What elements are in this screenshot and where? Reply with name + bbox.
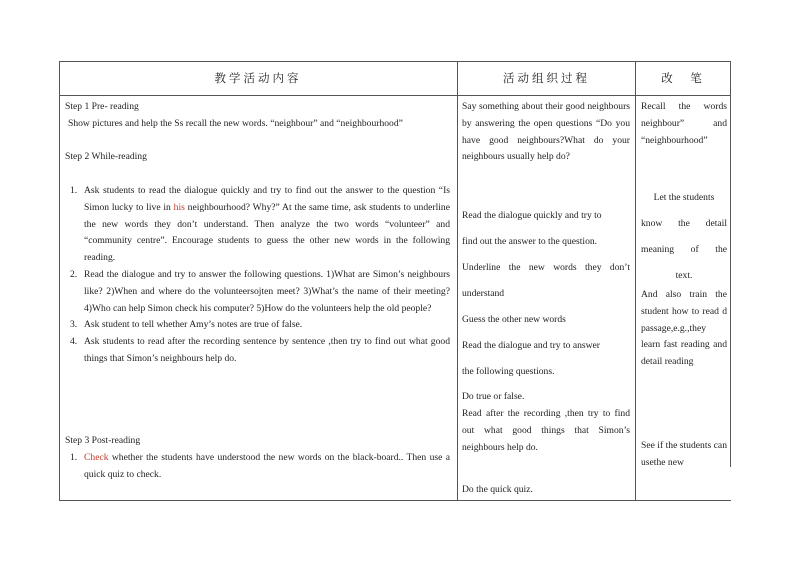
step2-title: Step 2 While-reading xyxy=(65,151,147,163)
step1-text: Show pictures and help the Ss recall the new words. “neighbour” and “neighbourhood” xyxy=(68,117,403,129)
process-line: Underline the new words they don’t xyxy=(462,262,630,273)
header-process: 活动组织过程 xyxy=(503,71,590,85)
column-divider-1 xyxy=(457,61,458,501)
process-line: understand xyxy=(462,288,505,299)
process-line: Do true or false. xyxy=(462,391,525,402)
header-content: 教学活动内容 xyxy=(214,71,302,85)
revise-let-line: know the detail xyxy=(641,218,727,229)
process-line: Do the quick quiz. xyxy=(462,484,533,495)
lesson-plan-table xyxy=(59,61,731,501)
process-line: Guess the other new words xyxy=(462,314,566,325)
process-para-after: Read after the recording ,then try to find out what good things that Simon’s neighbours help do. xyxy=(462,408,630,453)
list-item: 2. Read the dialogue and try to answer the following questions. 1)What are Simon’s neighbours like? 2)When and where do the volunteersojten meet? 3)What’s the name of their meeting? 4)Who can help Simon check his computer? 5)How do the volunteers help the old people? xyxy=(70,268,450,314)
highlight-word: his xyxy=(173,201,185,213)
revise-recall: Recall the words neighbour” and “neighbourhood” xyxy=(641,101,727,146)
revise-let-line: text. xyxy=(675,270,693,281)
table-border-right-header xyxy=(730,61,731,96)
table-border-left xyxy=(59,61,60,501)
while-reading-list xyxy=(65,183,450,368)
revise-let-line: Let the students xyxy=(653,192,715,203)
list-item: 1. Ask students to read the dialogue quickly and try to find out the answer to the question “Is Simon lucky to live in his neighbourhood? Why?” At the same time, ask students to underline the new words they don’t understand. Then analyze the two words “volunteer” and “community centre”. Encourage students to guess the other new words in the following reading. xyxy=(70,184,450,264)
column-3-bottom-line xyxy=(635,500,731,501)
step3-title: Step 3 Post-reading xyxy=(65,435,141,446)
table-border-bottom xyxy=(59,500,731,501)
process-line: Read the dialogue and try to answer xyxy=(462,340,600,351)
column-divider-2 xyxy=(635,61,636,501)
revise-let-line: meaning of the xyxy=(641,244,727,255)
step1-title: Step 1 Pre- reading xyxy=(65,101,139,112)
list-item: 4. Ask students to read after the recording sentence by sentence ,then try to find out what good things that Simon’s neighbours help do. xyxy=(70,336,450,364)
process-line: find out the answer to the question. xyxy=(462,236,598,247)
revise-see: See if the students can usethe new xyxy=(641,440,727,468)
table-border-right-body xyxy=(730,96,731,467)
process-line: the following questions. xyxy=(462,366,555,377)
highlight-word: Check xyxy=(84,451,109,463)
list-item: 3. Ask student to tell whether Amy’s notes are true of false. xyxy=(70,319,303,331)
process-para-1: Say something about their good neighbours by answering the open questions “Do you have good neighbours?What do your neighbours usually help do? xyxy=(462,101,630,163)
content-cell xyxy=(65,99,450,368)
table-header-divider xyxy=(59,95,731,96)
revise-train: And also train the student how to read d passage,e.g.,they learn fast reading and detail reading xyxy=(641,289,727,368)
post-reading-block xyxy=(65,433,450,483)
header-revise: 改 笔 xyxy=(661,71,705,85)
list-item: 1. Check whether the students have understood the new words on the black-board.. Then use a quick quiz to check. xyxy=(70,451,450,480)
process-line: Read the dialogue quickly and try to xyxy=(462,210,602,221)
